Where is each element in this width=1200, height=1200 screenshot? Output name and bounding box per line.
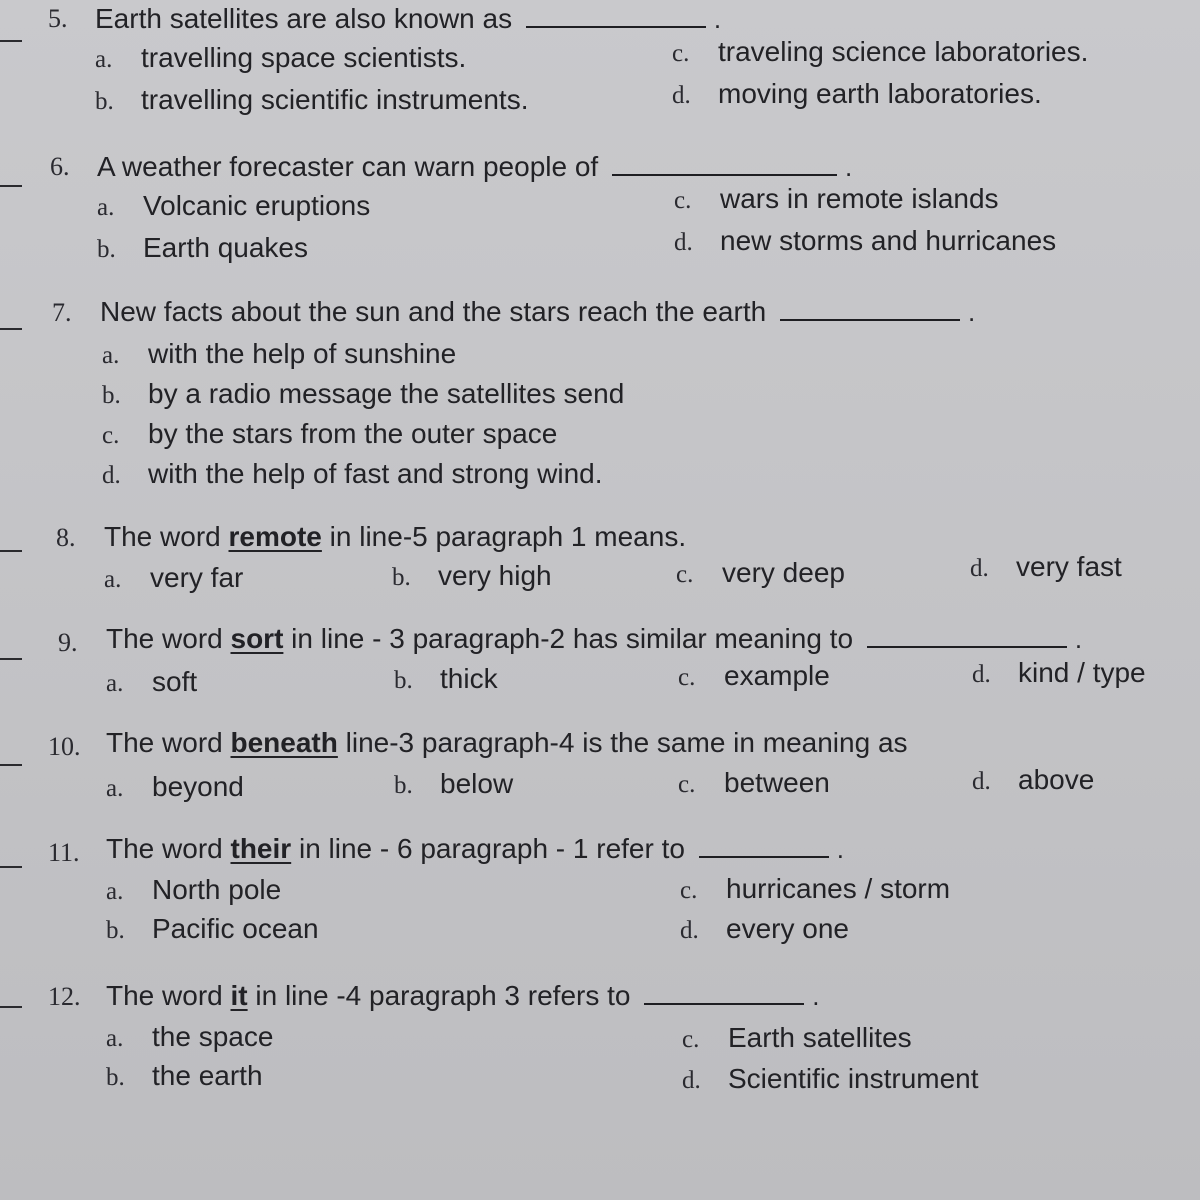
- option-letter: d.: [682, 1067, 701, 1094]
- stem-text: New facts about the sun and the stars reach the earth: [100, 296, 774, 327]
- option-d: [102, 458, 603, 490]
- option-text: the earth: [152, 1060, 263, 1091]
- option-text: moving earth laboratories.: [718, 78, 1042, 109]
- option-a: [106, 1021, 273, 1053]
- stem-end: .: [844, 152, 853, 182]
- option-letter: a.: [106, 670, 124, 697]
- option-c: [676, 557, 845, 589]
- option-a: [97, 190, 370, 222]
- option-text: wars in remote islands: [720, 183, 999, 214]
- option-text: hurricanes / storm: [726, 873, 951, 904]
- option-letter: d.: [970, 555, 989, 582]
- option-letter: c.: [678, 664, 696, 691]
- option-c: [678, 660, 830, 692]
- option-letter: d.: [674, 229, 693, 256]
- option-text: above: [1018, 764, 1095, 795]
- option-b: [392, 560, 552, 592]
- option-letter: d.: [972, 768, 991, 795]
- option-text: very fast: [1016, 551, 1122, 582]
- option-text: by a radio message the satellites send: [148, 378, 625, 409]
- option-text: by the stars from the outer space: [148, 418, 558, 449]
- underlined-word: sort: [230, 623, 284, 654]
- option-letter: d.: [680, 917, 699, 944]
- option-text: thick: [440, 663, 498, 694]
- question-stem: The word their in line - 6 paragraph - 1 refer to .: [106, 833, 844, 864]
- question-stem: The word sort in line - 3 paragraph-2 has similar meaning to .: [106, 623, 1083, 654]
- answer-mark: [0, 658, 22, 660]
- option-text: kind / type: [1018, 657, 1146, 688]
- answer-mark: [0, 328, 22, 330]
- question-stem: The word it in line -4 paragraph 3 refers to .: [106, 980, 820, 1011]
- option-text: travelling space scientists.: [141, 42, 467, 73]
- option-letter: c.: [672, 40, 690, 67]
- option-b: [106, 913, 319, 945]
- option-letter: c.: [674, 187, 692, 214]
- option-a: [106, 874, 281, 906]
- option-text: the space: [152, 1021, 274, 1052]
- underlined-word: their: [230, 833, 292, 864]
- option-a: [106, 771, 244, 803]
- question-stem: The word beneath line-3 paragraph-4 is the same in meaning as: [106, 727, 908, 758]
- question-stem: [95, 2, 721, 35]
- question-stem: [100, 295, 975, 328]
- option-text: below: [440, 768, 514, 799]
- option-letter: b.: [102, 382, 121, 409]
- option-text: very high: [438, 560, 552, 591]
- option-d: [972, 764, 1094, 796]
- stem-text: Earth satellites are also known as: [95, 3, 520, 34]
- option-letter: b.: [95, 88, 114, 115]
- option-b: [97, 232, 308, 264]
- option-text: soft: [152, 666, 198, 697]
- question-number: 11.: [48, 838, 80, 867]
- option-text: Earth satellites: [728, 1022, 912, 1053]
- option-b: [394, 768, 513, 800]
- option-text: every one: [726, 913, 849, 944]
- option-letter: a.: [104, 566, 122, 593]
- option-text: Scientific instrument: [728, 1063, 979, 1094]
- option-b: [102, 378, 624, 410]
- option-a: [102, 338, 456, 370]
- option-letter: a.: [97, 194, 115, 221]
- option-letter: c.: [680, 877, 698, 904]
- question-number: 8.: [56, 523, 76, 552]
- option-c: [682, 1022, 912, 1054]
- option-text: new storms and hurricanes: [720, 225, 1057, 256]
- option-letter: a.: [102, 342, 120, 369]
- option-letter: a.: [95, 46, 113, 73]
- option-b: [394, 663, 498, 695]
- option-c: [672, 36, 1088, 68]
- option-letter: b.: [106, 1064, 125, 1091]
- answer-blank: [612, 150, 837, 176]
- option-text: between: [724, 767, 830, 798]
- answer-blank: [699, 832, 829, 858]
- question-number: 12.: [48, 982, 81, 1011]
- underlined-word: remote: [228, 521, 322, 552]
- option-letter: b.: [392, 564, 411, 591]
- stem-text: A weather forecaster can warn people of: [97, 151, 606, 182]
- option-text: very far: [150, 562, 244, 593]
- option-letter: c.: [676, 561, 694, 588]
- option-a: [104, 562, 243, 594]
- question-number: 10.: [48, 732, 81, 761]
- option-letter: b.: [106, 917, 125, 944]
- option-c: [102, 418, 557, 450]
- option-d: [674, 225, 1056, 257]
- option-letter: a.: [106, 775, 124, 802]
- answer-blank: [526, 2, 706, 28]
- option-letter: a.: [106, 878, 124, 905]
- option-letter: c.: [102, 422, 120, 449]
- answer-mark: [0, 866, 22, 868]
- option-letter: c.: [682, 1026, 700, 1053]
- option-letter: d.: [972, 661, 991, 688]
- stem-end: .: [836, 834, 844, 864]
- option-letter: c.: [678, 771, 696, 798]
- option-letter: d.: [102, 462, 121, 489]
- option-text: very deep: [722, 557, 845, 588]
- option-c: [674, 183, 999, 215]
- option-d: [682, 1063, 979, 1095]
- question-number: 7.: [52, 298, 72, 327]
- option-text: Volcanic eruptions: [143, 190, 371, 221]
- question-stem: [97, 150, 852, 183]
- option-text: example: [724, 660, 830, 691]
- option-letter: b.: [97, 236, 116, 263]
- option-a: [106, 666, 197, 698]
- option-text: beyond: [152, 771, 244, 802]
- option-c: [678, 767, 830, 799]
- underlined-word: it: [230, 980, 248, 1011]
- answer-mark: [0, 40, 22, 42]
- option-text: North pole: [152, 874, 282, 905]
- option-text: Earth quakes: [143, 232, 308, 263]
- option-text: with the help of fast and strong wind.: [148, 458, 603, 489]
- option-d: [972, 657, 1146, 689]
- answer-mark: [0, 550, 22, 552]
- option-d: [970, 551, 1122, 583]
- option-b: [106, 1060, 263, 1092]
- option-d: [680, 913, 849, 945]
- stem-end: .: [812, 981, 820, 1011]
- option-a: [95, 42, 466, 74]
- stem-end: .: [967, 297, 976, 327]
- question-number: 6.: [50, 152, 70, 181]
- option-letter: b.: [394, 667, 413, 694]
- answer-mark: [0, 1006, 22, 1008]
- stem-end: .: [1074, 624, 1083, 654]
- option-text: Pacific ocean: [152, 913, 319, 944]
- answer-mark: [0, 764, 22, 766]
- answer-blank: [867, 622, 1067, 648]
- option-d: [672, 78, 1042, 110]
- option-letter: b.: [394, 772, 413, 799]
- answer-blank: [644, 979, 804, 1005]
- answer-mark: [0, 185, 22, 187]
- stem-end: .: [713, 4, 722, 34]
- option-text: traveling science laboratories.: [718, 36, 1089, 67]
- question-number: 9.: [58, 628, 78, 657]
- underlined-word: beneath: [230, 727, 338, 758]
- answer-blank: [780, 295, 960, 321]
- option-c: [680, 873, 950, 905]
- question-stem: The word remote in line-5 paragraph 1 means.: [104, 521, 687, 552]
- option-b: [95, 84, 528, 116]
- option-text: travelling scientific instruments.: [141, 84, 529, 115]
- option-text: with the help of sunshine: [148, 338, 457, 369]
- option-letter: d.: [672, 82, 691, 109]
- option-letter: a.: [106, 1025, 124, 1052]
- question-number: 5.: [48, 4, 68, 33]
